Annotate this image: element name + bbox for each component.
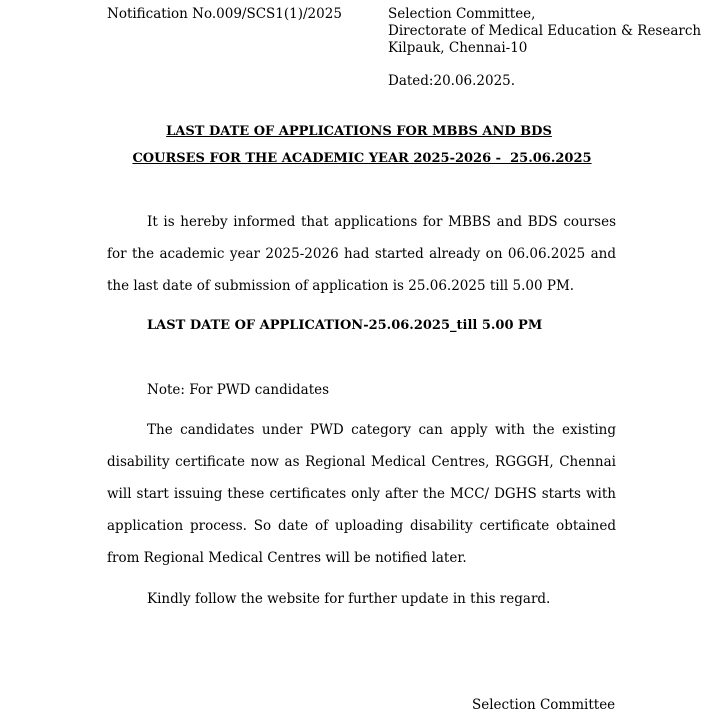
notification-number: Notification No.009/SCS1(1)/2025 — [107, 6, 342, 22]
follow-website-note: Kindly follow the website for further update in this regard. — [147, 591, 551, 607]
office-line-2: Directorate of Medical Education & Research — [388, 23, 702, 39]
notification-date: Dated:20.06.2025. — [388, 73, 516, 89]
issuing-office-address — [388, 6, 701, 57]
signature-selection-committee: Selection Committee — [472, 697, 616, 713]
paragraph-pwd-candidates: The candidates under PWD category can apply with the existing disability certificate now as Regional Medical Centres, RGGGH, Chennai will start issuing these certificates only after the MCC/ DGHS starts with application process. So date of uploading disability certificate obtained from Regional Medical Centres will be notified later. — [107, 422, 616, 566]
office-line-1: Selection Committee, — [388, 6, 536, 22]
title-line-2: COURSES FOR THE ACADEMIC YEAR 2025-2026 - 25.06.2025 — [132, 151, 592, 166]
pwd-note-heading: Note: For PWD candidates — [147, 382, 330, 398]
office-line-3: Kilpauk, Chennai-10 — [388, 40, 528, 56]
last-date-highlight: LAST DATE OF APPLICATION-25.06.2025_till 5.00 PM — [147, 318, 543, 333]
paragraph-applications-info: It is hereby informed that applications for MBBS and BDS courses for the academic year 2025-2026 had started already on 06.06.2025 and the last date of submission of application is 25.06.2025 till 5.00 PM. — [107, 214, 616, 294]
title-line-1: LAST DATE OF APPLICATIONS FOR MBBS AND BDS — [166, 124, 552, 139]
